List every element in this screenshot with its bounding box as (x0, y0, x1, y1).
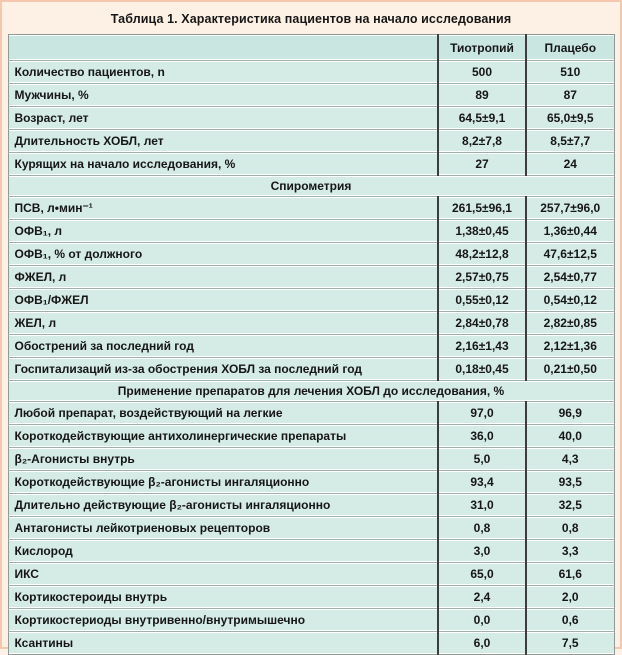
row-label: Длительность ХОБЛ, лет (8, 130, 438, 153)
table-row (8, 402, 614, 425)
placebo-value: 0,54±0,12 (526, 289, 614, 312)
tiotropium-value: 0,55±0,12 (438, 289, 526, 312)
tiotropium-value: 48,2±12,8 (438, 243, 526, 266)
table-row (8, 243, 614, 266)
placebo-value: 7,5 (526, 632, 614, 655)
header-tiotropium: Тиотропий (438, 35, 526, 61)
placebo-value: 1,36±0,44 (526, 220, 614, 243)
tiotropium-value: 65,0 (438, 563, 526, 586)
patient-characteristics-table (8, 34, 615, 655)
tiotropium-value: 2,16±1,43 (438, 335, 526, 358)
table-row (8, 220, 614, 243)
table-row (8, 540, 614, 563)
table-row (8, 266, 614, 289)
row-label: Короткодействующие β₂-агонисты ингаляционно (8, 471, 438, 494)
table-row (8, 197, 614, 220)
placebo-value: 40,0 (526, 425, 614, 448)
tiotropium-value: 1,38±0,45 (438, 220, 526, 243)
row-label: ОФВ₁, % от должного (8, 243, 438, 266)
table-row (8, 153, 614, 176)
table-row (8, 494, 614, 517)
row-label: Любой препарат, воздействующий на легкие (8, 402, 438, 425)
row-label: Количество пациентов, n (8, 61, 438, 84)
row-label: ПСВ, л•мин⁻¹ (8, 197, 438, 220)
table-title: Таблица 1. Характеристика пациентов на начало исследования (110, 12, 512, 26)
row-label: Кортикостериоды внутривенно/внутримышечно (8, 609, 438, 632)
placebo-value: 0,21±0,50 (526, 358, 614, 381)
tiotropium-value: 5,0 (438, 448, 526, 471)
tiotropium-value: 64,5±9,1 (438, 107, 526, 130)
placebo-value: 2,0 (526, 586, 614, 609)
row-label: ОФВ₁/ФЖЕЛ (8, 289, 438, 312)
placebo-value: 87 (526, 84, 614, 107)
row-label: Короткодействующие антихолинергические препараты (8, 425, 438, 448)
placebo-value: 257,7±96,0 (526, 197, 614, 220)
header-placebo: Плацебо (526, 35, 614, 61)
placebo-value: 93,5 (526, 471, 614, 494)
placebo-value: 2,12±1,36 (526, 335, 614, 358)
placebo-value: 61,6 (526, 563, 614, 586)
table-row (8, 107, 614, 130)
tiotropium-value: 3,0 (438, 540, 526, 563)
placebo-value: 4,3 (526, 448, 614, 471)
row-label: Курящих на начало исследования, % (8, 153, 438, 176)
table-header-row (8, 35, 614, 61)
section-header-label: Применение препаратов для лечения ХОБЛ до исследования, % (8, 381, 614, 402)
table-row (8, 289, 614, 312)
tiotropium-value: 2,57±0,75 (438, 266, 526, 289)
placebo-value: 0,8 (526, 517, 614, 540)
row-label: Мужчины, % (8, 84, 438, 107)
tiotropium-value: 27 (438, 153, 526, 176)
section-header-label: Спирометрия (8, 176, 614, 197)
row-label: Госпитализаций из-за обострения ХОБЛ за последний год (8, 358, 438, 381)
placebo-value: 65,0±9,5 (526, 107, 614, 130)
placebo-value: 510 (526, 61, 614, 84)
table-row (8, 517, 614, 540)
placebo-value: 47,6±12,5 (526, 243, 614, 266)
tiotropium-value: 2,84±0,78 (438, 312, 526, 335)
placebo-value: 32,5 (526, 494, 614, 517)
tiotropium-value: 2,4 (438, 586, 526, 609)
tiotropium-value: 97,0 (438, 402, 526, 425)
tiotropium-value: 36,0 (438, 425, 526, 448)
row-label: Антагонисты лейкотриеновых рецепторов (8, 517, 438, 540)
table-row (8, 563, 614, 586)
tiotropium-value: 500 (438, 61, 526, 84)
placebo-value: 96,9 (526, 402, 614, 425)
placebo-value: 0,6 (526, 609, 614, 632)
tiotropium-value: 0,0 (438, 609, 526, 632)
table-row (8, 586, 614, 609)
tiotropium-value: 0,8 (438, 517, 526, 540)
row-label: Ксантины (8, 632, 438, 655)
table-row (8, 448, 614, 471)
row-label: Возраст, лет (8, 107, 438, 130)
row-label: ЖЕЛ, л (8, 312, 438, 335)
placebo-value: 3,3 (526, 540, 614, 563)
row-label: β₂-Агонисты внутрь (8, 448, 438, 471)
section-header-row (8, 381, 614, 402)
table-row (8, 84, 614, 107)
placebo-value: 24 (526, 153, 614, 176)
tiotropium-value: 6,0 (438, 632, 526, 655)
tiotropium-value: 89 (438, 84, 526, 107)
table-row (8, 632, 614, 655)
tiotropium-value: 8,2±7,8 (438, 130, 526, 153)
placebo-value: 2,82±0,85 (526, 312, 614, 335)
tiotropium-value: 31,0 (438, 494, 526, 517)
row-label: Кортикостероиды внутрь (8, 586, 438, 609)
table-row (8, 312, 614, 335)
table-row (8, 358, 614, 381)
row-label: Длительно действующие β₂-агонисты ингаляционно (8, 494, 438, 517)
row-label: ФЖЕЛ, л (8, 266, 438, 289)
placebo-value: 8,5±7,7 (526, 130, 614, 153)
row-label: ИКС (8, 563, 438, 586)
row-label: Кислород (8, 540, 438, 563)
tiotropium-value: 93,4 (438, 471, 526, 494)
table-row (8, 471, 614, 494)
table-row (8, 61, 614, 84)
table-row (8, 609, 614, 632)
row-label: Обострений за последний год (8, 335, 438, 358)
table-row (8, 130, 614, 153)
tiotropium-value: 261,5±96,1 (438, 197, 526, 220)
row-label: ОФВ₁, л (8, 220, 438, 243)
tiotropium-value: 0,18±0,45 (438, 358, 526, 381)
header-empty-cell (8, 35, 438, 61)
table-row (8, 335, 614, 358)
placebo-value: 2,54±0,77 (526, 266, 614, 289)
table-row (8, 425, 614, 448)
section-header-row (8, 176, 614, 197)
